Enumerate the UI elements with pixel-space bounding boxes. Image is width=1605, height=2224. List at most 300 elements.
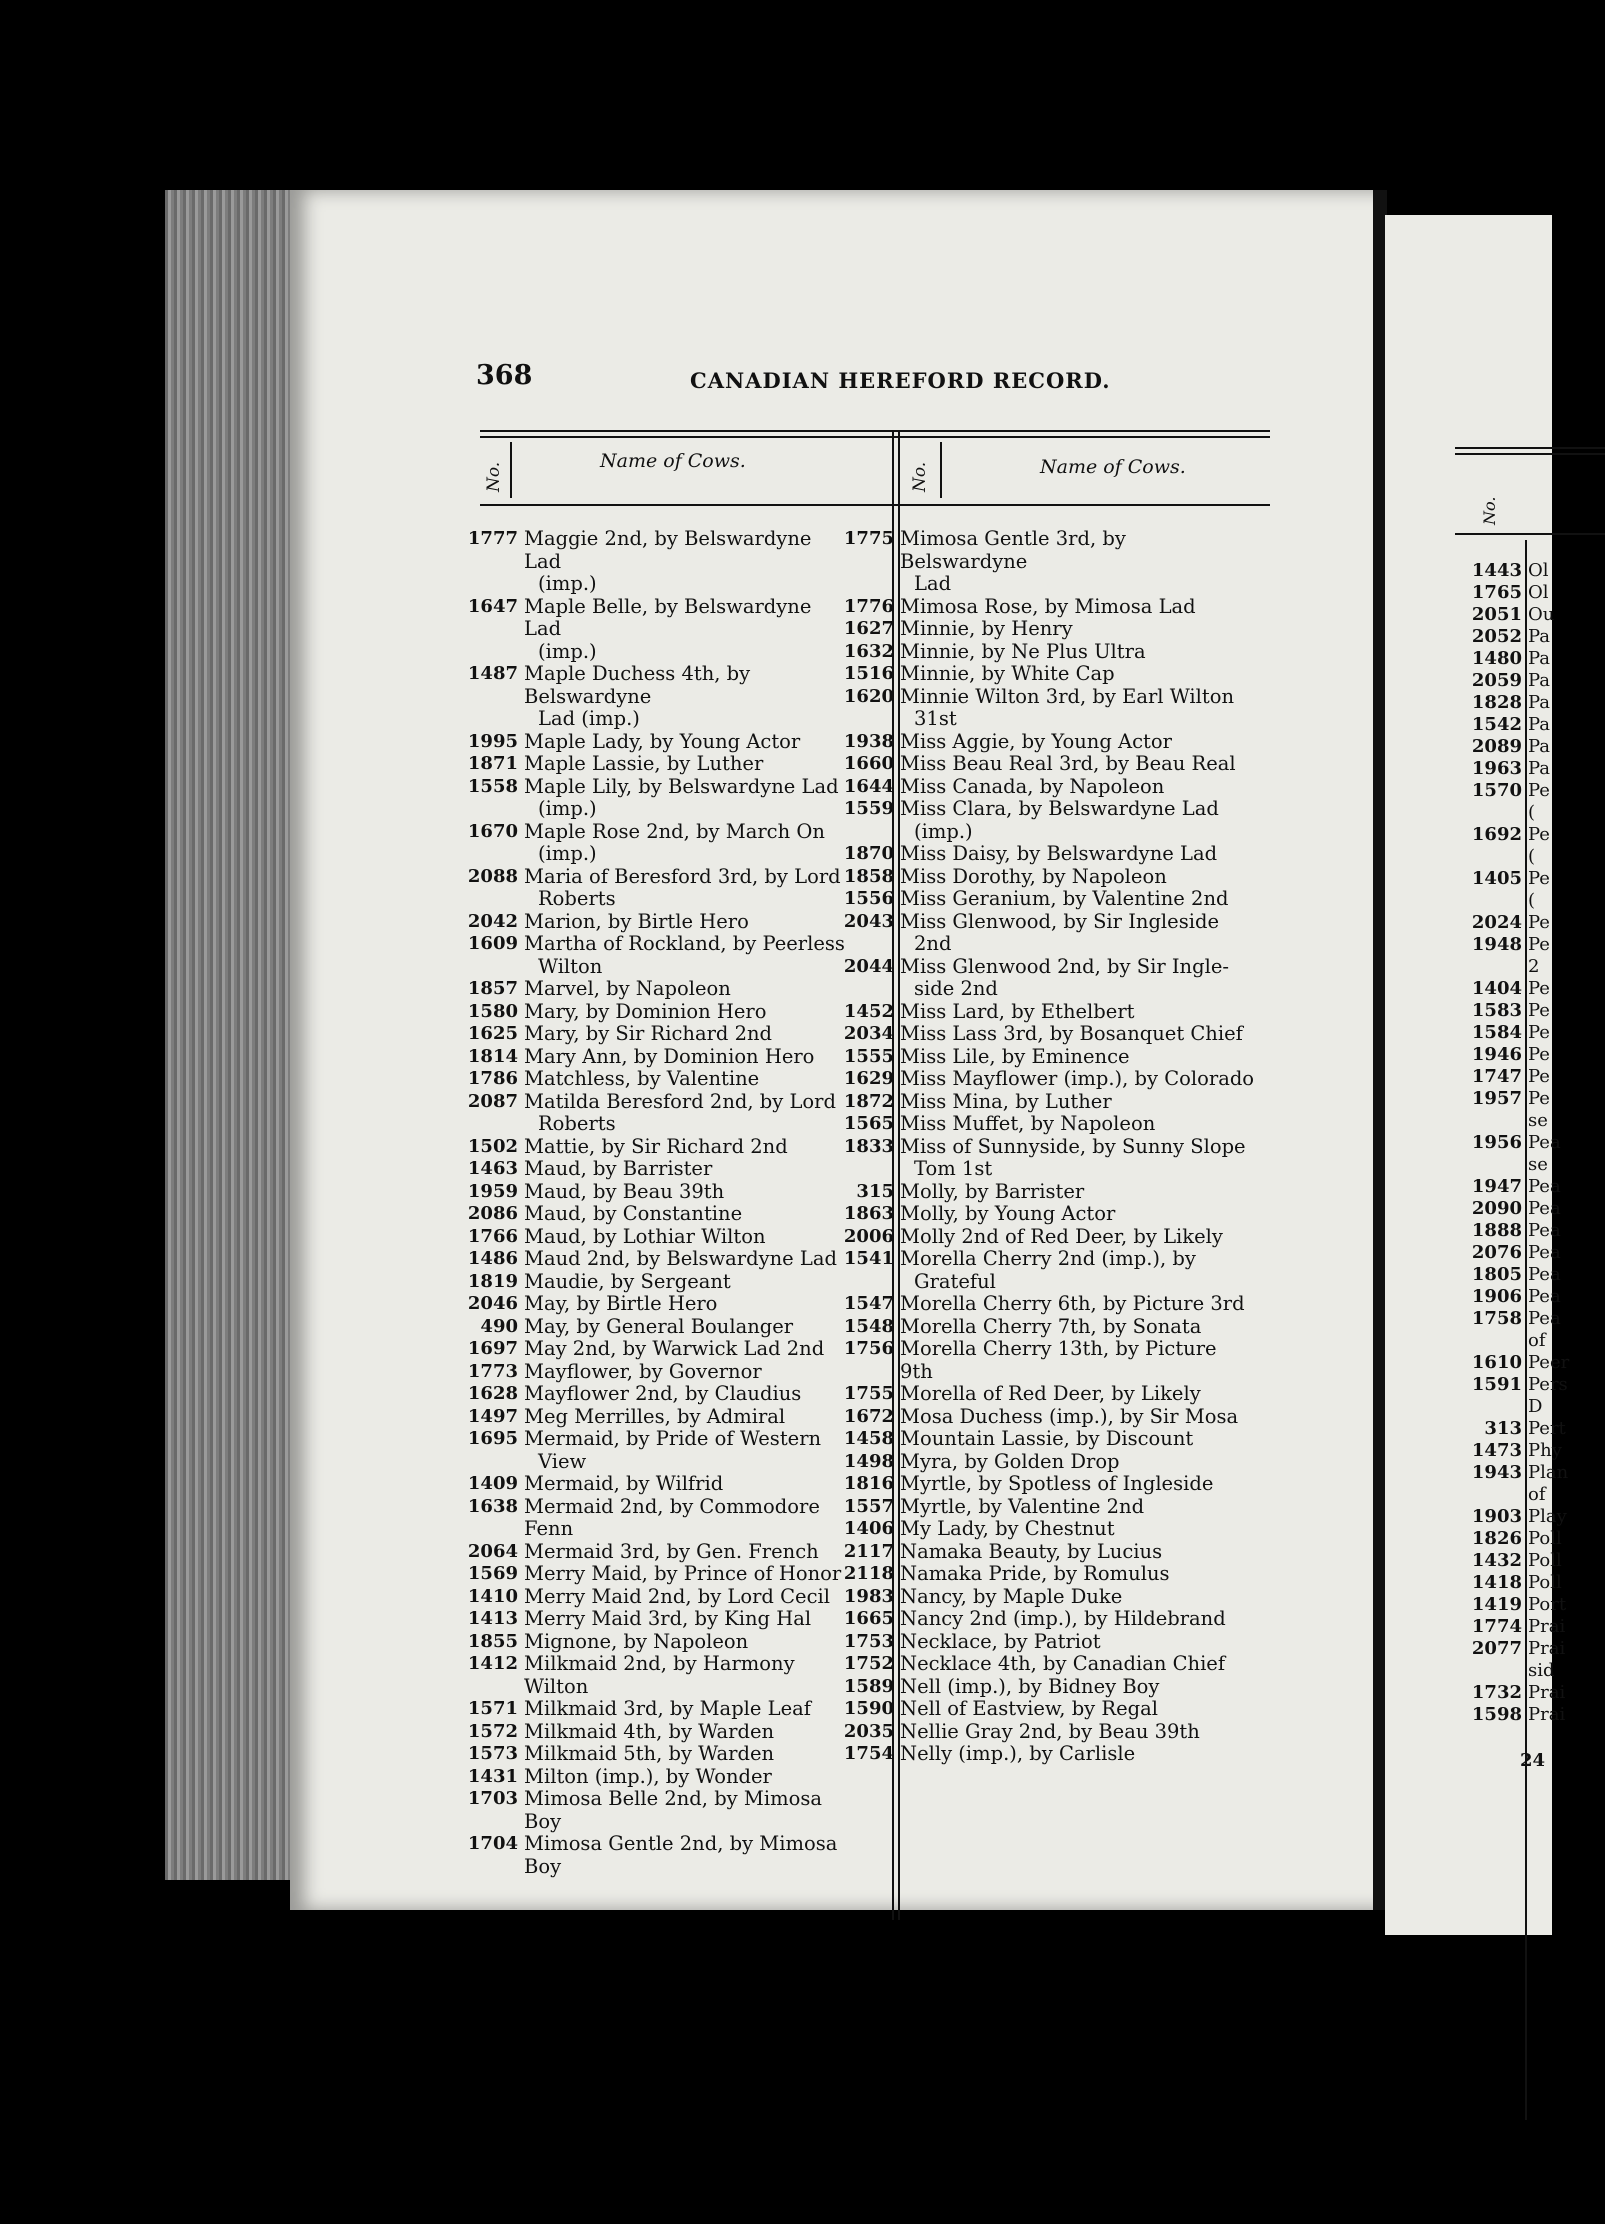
- right-entry-text: Prai: [1528, 1616, 1566, 1637]
- entry-number: 1559: [843, 798, 894, 819]
- entry-name-line: Maria of Beresford 3rd, by Lord: [524, 864, 841, 888]
- right-entry: [1460, 1352, 1569, 1374]
- entry-name-line: Mimosa Gentle 2nd, by Mimosa Boy: [524, 1832, 838, 1878]
- entry-name-line: Miss Mayflower (imp.), by Colorado: [900, 1067, 1255, 1090]
- right-entry: [1460, 1550, 1569, 1572]
- right-entry-text: Ol: [1528, 560, 1549, 581]
- header-name-left: Name of Cows.: [600, 450, 746, 472]
- entry-number: 1458: [843, 1428, 894, 1449]
- entry-name-line: Miss Glenwood 2nd, by Sir Ingle-: [900, 954, 1229, 978]
- right-entry: [1460, 670, 1569, 692]
- right-entry-text: Pea: [1528, 1308, 1561, 1329]
- cow-entry: [462, 1046, 854, 1069]
- right-entry-text: Pea: [1528, 1132, 1561, 1153]
- entry-number: 1833: [843, 1135, 894, 1157]
- entry-name-line: Nancy, by Maple Duke: [900, 1584, 1123, 1608]
- right-entry-number: 1404: [1471, 978, 1522, 999]
- cow-entry: [462, 911, 854, 934]
- right-entry: [1460, 934, 1569, 956]
- entry-number: 1995: [467, 730, 518, 752]
- right-entry-number: 2077: [1471, 1638, 1522, 1659]
- right-entry: [1460, 1440, 1569, 1462]
- cow-entry: [462, 1158, 854, 1181]
- right-entry-number: 2024: [1471, 912, 1522, 933]
- cow-entry: [462, 1653, 854, 1698]
- right-entry: [1460, 692, 1569, 714]
- cow-entry: [462, 1563, 854, 1586]
- right-entry-text: Pe: [1528, 1022, 1550, 1043]
- entry-number: 2118: [843, 1563, 894, 1584]
- right-entry: [1460, 1484, 1569, 1506]
- entry-number: 1555: [843, 1045, 894, 1067]
- entry-name-line: Miss Lard, by Ethelbert: [900, 999, 1135, 1023]
- entry-number: 1497: [467, 1405, 518, 1427]
- cow-entry: [462, 978, 854, 1001]
- entry-number: 1754: [843, 1743, 894, 1764]
- right-entry-number: 1692: [1471, 824, 1522, 845]
- entry-name-line: Roberts: [538, 887, 616, 910]
- right-entry-number: 1765: [1471, 582, 1522, 603]
- right-entry: [1460, 1088, 1569, 1110]
- right-entry-number: 2090: [1471, 1198, 1522, 1219]
- cow-entry: [838, 1743, 1255, 1766]
- entry-name-line: Wilton: [538, 954, 603, 978]
- cow-entry: [838, 731, 1255, 754]
- right-entry-text: Pea: [1528, 1286, 1561, 1307]
- cow-entry: [462, 821, 854, 866]
- cow-entry: [462, 866, 854, 911]
- right-entry: [1460, 1594, 1569, 1616]
- entry-name-line: Maud, by Lothiar Wilton: [524, 1224, 766, 1248]
- cow-entry: [838, 1631, 1255, 1654]
- right-entry-text: Pa: [1528, 648, 1551, 669]
- entry-name-line: Mountain Lassie, by Discount: [900, 1427, 1194, 1450]
- entry-name-line: Milkmaid 3rd, by Maple Leaf: [524, 1697, 811, 1720]
- right-entry: [1460, 1374, 1569, 1396]
- cow-entry: [838, 1721, 1255, 1744]
- entry-number: 1670: [467, 820, 518, 842]
- cow-entry: [462, 1203, 854, 1226]
- right-entry-number: 1591: [1471, 1374, 1522, 1395]
- entry-number: 1557: [843, 1495, 894, 1517]
- cow-entry: [838, 1563, 1255, 1586]
- right-entry-number: 2076: [1471, 1242, 1522, 1263]
- right-entry: [1460, 824, 1569, 846]
- cow-entry: [462, 1293, 854, 1316]
- entry-number: 1766: [467, 1225, 518, 1247]
- entry-number: 1855: [467, 1630, 518, 1652]
- right-entry-text: Pea: [1528, 1198, 1561, 1219]
- cow-entry: [462, 1788, 854, 1833]
- cow-entry: [838, 1698, 1255, 1721]
- entry-number: 1541: [843, 1248, 894, 1269]
- entry-name-line: Myra, by Golden Drop: [900, 1449, 1120, 1473]
- right-entry-number: 1947: [1471, 1176, 1522, 1197]
- entry-number: 1773: [467, 1360, 518, 1382]
- right-entry-text: Pa: [1528, 692, 1551, 713]
- right-entry-text: sid: [1528, 1660, 1555, 1681]
- entry-name-line: Miss Mina, by Luther: [900, 1089, 1112, 1113]
- cow-entry: [838, 843, 1255, 866]
- entry-name-line: Minnie Wilton 3rd, by Earl Wilton: [900, 684, 1235, 708]
- right-entry: [1460, 1044, 1569, 1066]
- entry-name-line: Mattie, by Sir Richard 2nd: [524, 1134, 788, 1158]
- entry-name-line: Miss Clara, by Belswardyne Lad: [900, 797, 1219, 820]
- right-entry-text: Play: [1528, 1506, 1567, 1527]
- right-entry-text: of: [1528, 1330, 1546, 1351]
- entry-number: 1871: [467, 753, 518, 774]
- entry-name-line: Miss Beau Real 3rd, by Beau Real: [900, 752, 1236, 775]
- right-entry-number: 1583: [1471, 1000, 1522, 1021]
- entry-number: 1431: [467, 1765, 518, 1787]
- entry-number: 1756: [843, 1338, 894, 1359]
- right-entry-text: Pe: [1528, 934, 1550, 955]
- right-entry-number: 1946: [1471, 1044, 1522, 1065]
- right-entry-text: Poll: [1528, 1550, 1562, 1571]
- entry-name-line: Nancy 2nd (imp.), by Hildebrand: [900, 1607, 1226, 1630]
- right-rule-2: [1455, 453, 1605, 455]
- entry-name-line: Maggie 2nd, by Belswardyne Lad: [524, 527, 812, 573]
- entry-number: 1660: [843, 753, 894, 774]
- entry-name-line: Mary Ann, by Dominion Hero: [524, 1044, 815, 1068]
- entry-name-line: Mayflower, by Governor: [524, 1359, 762, 1383]
- right-entry: [1460, 1704, 1569, 1726]
- cow-entry: [838, 1653, 1255, 1676]
- cow-entry: [838, 1203, 1255, 1226]
- right-entry-text: Pa: [1528, 670, 1551, 691]
- right-entry: [1460, 1396, 1569, 1418]
- right-entry-text: Pers: [1528, 1374, 1568, 1395]
- right-entry-text: Pe: [1528, 780, 1550, 801]
- entry-number: 1777: [467, 528, 518, 549]
- entry-name-line: Miss Daisy, by Belswardyne Lad: [900, 842, 1218, 865]
- entry-number: 2043: [843, 910, 894, 932]
- entry-name-line: Mermaid 3rd, by Gen. French: [524, 1539, 819, 1563]
- right-entry: [1460, 868, 1569, 890]
- entry-name-line: Maple Lily, by Belswardyne Lad: [524, 774, 839, 798]
- entry-number: 1589: [843, 1675, 894, 1697]
- cow-entry: [462, 1023, 854, 1046]
- right-entry-number: 1758: [1471, 1308, 1522, 1329]
- right-entry-number: 313: [1484, 1418, 1522, 1439]
- right-entry-text: Pe: [1528, 1044, 1550, 1065]
- right-entry: [1460, 648, 1569, 670]
- right-rule-1: [1455, 447, 1605, 449]
- right-entry-text: Pe: [1528, 868, 1550, 889]
- entry-name-line: Lad (imp.): [538, 707, 640, 730]
- entry-name-line: (imp.): [538, 797, 597, 820]
- cow-entry: [838, 1406, 1255, 1429]
- entry-name-line: Mary, by Sir Richard 2nd: [524, 1022, 773, 1045]
- right-entry-number: 1732: [1471, 1682, 1522, 1703]
- right-entry-text: Prai: [1528, 1682, 1566, 1703]
- right-entry: [1460, 1616, 1569, 1638]
- cow-entry: [838, 1473, 1255, 1496]
- cow-entry: [838, 1518, 1255, 1541]
- right-entry: [1460, 1110, 1569, 1132]
- right-entry-number: 1610: [1471, 1352, 1522, 1373]
- right-entry-number: 1957: [1471, 1088, 1522, 1109]
- right-entry-text: Pea: [1528, 1220, 1561, 1241]
- entry-number: 1775: [843, 528, 894, 549]
- entry-number: 1753: [843, 1630, 894, 1652]
- cow-entry: [462, 596, 854, 664]
- entry-name-line: Necklace 4th, by Canadian Chief: [900, 1652, 1226, 1675]
- entry-name-line: Mosa Duchess (imp.), by Sir Mosa: [900, 1404, 1239, 1428]
- right-entry-text: Port: [1528, 1594, 1567, 1615]
- cow-entry: [838, 1676, 1255, 1699]
- entry-name-line: Minnie, by Henry: [900, 617, 1073, 640]
- entry-name-line: Miss Muffet, by Napoleon: [900, 1112, 1156, 1135]
- right-entry-text: Ou: [1528, 604, 1555, 625]
- right-entry-text: (: [1528, 802, 1536, 823]
- entry-name-line: Maple Belle, by Belswardyne Lad: [524, 594, 812, 640]
- right-entry-text: (: [1528, 890, 1536, 911]
- entry-name-line: Miss Lile, by Eminence: [900, 1044, 1130, 1068]
- right-entry: [1460, 1682, 1569, 1704]
- right-entry: [1460, 626, 1569, 648]
- right-entry-number: 1906: [1471, 1286, 1522, 1307]
- entry-name-line: Minnie, by White Cap: [900, 662, 1115, 685]
- entry-name-line: Meg Merrilles, by Admiral: [524, 1404, 786, 1428]
- entry-number: 1620: [843, 685, 894, 707]
- right-entry-number: 1943: [1471, 1462, 1522, 1483]
- entry-name-line: Namaka Beauty, by Lucius: [900, 1539, 1163, 1563]
- right-entry-text: of: [1528, 1484, 1546, 1505]
- entry-number: 1413: [467, 1608, 518, 1629]
- right-entry: [1460, 1220, 1569, 1242]
- entry-name-line: Miss Canada, by Napoleon: [900, 774, 1165, 798]
- entry-number: 1572: [467, 1720, 518, 1742]
- right-entry-number: 2059: [1471, 670, 1522, 691]
- cow-entry: [838, 641, 1255, 664]
- entry-number: 1410: [467, 1585, 518, 1607]
- entry-number: 1516: [843, 663, 894, 684]
- cow-entry: [462, 1428, 854, 1473]
- entry-number: 1755: [843, 1383, 894, 1404]
- entry-number: 2087: [467, 1090, 518, 1112]
- right-entry: [1460, 956, 1569, 978]
- cow-entry: [838, 798, 1255, 843]
- cow-entry: [838, 1091, 1255, 1114]
- right-entry-text: Pe: [1528, 824, 1550, 845]
- cow-entry: [462, 1586, 854, 1609]
- right-entry-number: 1432: [1471, 1550, 1522, 1571]
- right-entry-text: Pea: [1528, 1264, 1561, 1285]
- entry-name-line: Namaka Pride, by Romulus: [900, 1562, 1170, 1585]
- entry-number: 2086: [467, 1203, 518, 1224]
- entry-name-line: (imp.): [538, 572, 597, 595]
- right-entry: [1460, 1000, 1569, 1022]
- entry-number: 2042: [467, 910, 518, 932]
- entry-name-line: Molly 2nd of Red Deer, by Likely: [900, 1224, 1223, 1248]
- cow-entry: [462, 1361, 854, 1384]
- right-entry: [1460, 736, 1569, 758]
- entry-number: 1463: [467, 1158, 518, 1179]
- cow-entry: [462, 1226, 854, 1249]
- entry-name-line: Maud, by Beau 39th: [524, 1179, 725, 1203]
- middle-column-entries: [838, 528, 1255, 1766]
- entry-number: 1814: [467, 1045, 518, 1067]
- right-entry-text: Pe: [1528, 1066, 1550, 1087]
- entry-name-line: Miss of Sunnyside, by Sunny Slope: [900, 1134, 1246, 1158]
- no-column-separator: [510, 442, 512, 498]
- entry-number: 1644: [843, 775, 894, 797]
- entry-number: 1959: [467, 1180, 518, 1202]
- right-entry-number: 1956: [1471, 1132, 1522, 1153]
- right-entry-text: Pa: [1528, 758, 1551, 779]
- entry-number: 1556: [843, 888, 894, 909]
- entry-name-line: May, by Birtle Hero: [524, 1292, 718, 1315]
- entry-number: 1938: [843, 730, 894, 752]
- right-entry: [1460, 1572, 1569, 1594]
- right-entry-number: 1570: [1471, 780, 1522, 801]
- cow-entry: [462, 1136, 854, 1159]
- entry-number: 1406: [843, 1518, 894, 1539]
- cow-entry: [462, 1698, 854, 1721]
- right-entry-text: Pa: [1528, 736, 1551, 757]
- right-entry: [1460, 1154, 1569, 1176]
- entry-number: 1695: [467, 1428, 518, 1449]
- entry-number: 1647: [467, 595, 518, 617]
- right-entry-number: 2051: [1471, 604, 1522, 625]
- entry-name-line: Molly, by Young Actor: [900, 1202, 1116, 1225]
- right-entry: [1460, 1264, 1569, 1286]
- right-entry-text: Pe: [1528, 912, 1550, 933]
- right-entry-number: 1963: [1471, 758, 1522, 779]
- entry-name-line: Merry Maid 2nd, by Lord Cecil: [524, 1584, 830, 1608]
- cow-entry: [838, 1023, 1255, 1046]
- entry-number: 2035: [843, 1720, 894, 1742]
- entry-name-line: Morella Cherry 7th, by Sonata: [900, 1314, 1202, 1338]
- right-entry-text: Poll: [1528, 1572, 1562, 1593]
- entry-name-line: Minnie, by Ne Plus Ultra: [900, 639, 1146, 663]
- entry-number: 1786: [467, 1068, 518, 1089]
- cow-entry: [838, 1383, 1255, 1406]
- right-entry-text: se: [1528, 1110, 1548, 1131]
- right-page: [1385, 215, 1570, 1935]
- cow-entry: [838, 1496, 1255, 1519]
- entry-number: 1752: [843, 1653, 894, 1674]
- right-entry-text: Pa: [1528, 626, 1551, 647]
- right-entry: [1460, 1308, 1569, 1330]
- right-entry-number: 1903: [1471, 1506, 1522, 1527]
- entry-name-line: Miss Glenwood, by Sir Ingleside: [900, 909, 1219, 933]
- entry-number: 1819: [467, 1270, 518, 1292]
- entry-name-line: Milkmaid 4th, by Warden: [524, 1719, 775, 1743]
- right-entry-text: Pea: [1528, 1176, 1561, 1197]
- entry-name-line: Maple Lady, by Young Actor: [524, 729, 801, 753]
- cow-entry: [838, 528, 1255, 596]
- entry-name-line: Maud, by Barrister: [524, 1157, 713, 1180]
- entry-number: 1638: [467, 1495, 518, 1517]
- cow-entry: [838, 1181, 1255, 1204]
- entry-name-line: Merry Maid 3rd, by King Hal: [524, 1607, 812, 1630]
- entry-name-line: Mermaid, by Pride of Western: [524, 1427, 822, 1450]
- entry-number: 2034: [843, 1023, 894, 1044]
- right-entry-text: Pe: [1528, 1088, 1550, 1109]
- cow-entry: [838, 1001, 1255, 1024]
- right-entry-number: 1598: [1471, 1704, 1522, 1725]
- cow-entry: [462, 528, 854, 596]
- cow-entry: [462, 1496, 854, 1541]
- cow-entry: [838, 911, 1255, 956]
- entry-name-line: Nelly (imp.), by Carlisle: [900, 1742, 1136, 1765]
- right-entry: [1460, 890, 1569, 912]
- right-entry: [1460, 560, 1569, 582]
- right-entry-text: 2: [1528, 956, 1540, 977]
- right-entry-text: Pa: [1528, 714, 1551, 735]
- cow-entry: [838, 1608, 1255, 1631]
- right-entry-text: Plan: [1528, 1462, 1569, 1483]
- cow-entry: [838, 1541, 1255, 1564]
- entry-number: 1486: [467, 1248, 518, 1269]
- cow-entry: [838, 1451, 1255, 1474]
- entry-name-line: Tom 1st: [914, 1157, 993, 1180]
- right-entry: [1460, 582, 1569, 604]
- entry-name-line: Myrtle, by Valentine 2nd: [900, 1494, 1145, 1518]
- right-entry-number: 1805: [1471, 1264, 1522, 1285]
- entry-name-line: 2nd: [914, 932, 952, 955]
- entry-name-line: Matilda Beresford 2nd, by Lord: [524, 1089, 836, 1113]
- right-entry-text: Pea: [1528, 1242, 1561, 1263]
- entry-number: 1547: [843, 1293, 894, 1314]
- cow-entry: [838, 618, 1255, 641]
- right-entry: [1460, 1506, 1569, 1528]
- entry-number: 1412: [467, 1653, 518, 1674]
- entry-number: 1665: [843, 1608, 894, 1629]
- left-page: [290, 190, 1380, 1910]
- cow-entry: [462, 1001, 854, 1024]
- right-entry-number: 1480: [1471, 648, 1522, 669]
- entry-name-line: Morella Cherry 13th, by Picture 9th: [900, 1337, 1217, 1383]
- entry-number: 1863: [843, 1203, 894, 1224]
- entry-number: 1870: [843, 843, 894, 864]
- entry-name-line: Miss Aggie, by Young Actor: [900, 729, 1172, 753]
- cow-entry: [838, 1586, 1255, 1609]
- right-entry-number: 2089: [1471, 736, 1522, 757]
- entry-name-line: 31st: [914, 707, 957, 730]
- entry-name-line: May 2nd, by Warwick Lad 2nd: [524, 1337, 825, 1360]
- entry-name-line: side 2nd: [914, 977, 998, 1000]
- entry-name-line: Merry Maid, by Prince of Honor: [524, 1562, 842, 1585]
- right-entry-text: Prai: [1528, 1638, 1566, 1659]
- right-entry-text: Pe: [1528, 1000, 1550, 1021]
- cow-entry: [838, 1316, 1255, 1339]
- cow-entry: [462, 1383, 854, 1406]
- entry-number: 1983: [843, 1585, 894, 1607]
- right-entry: [1460, 1638, 1569, 1660]
- entry-name-line: Roberts: [538, 1112, 616, 1135]
- entry-number: 1548: [843, 1315, 894, 1337]
- book-page-edges: [165, 190, 295, 1880]
- cow-entry: [462, 753, 854, 776]
- entry-number: 1573: [467, 1743, 518, 1764]
- right-entry-number: 1419: [1471, 1594, 1522, 1615]
- entry-number: 2006: [843, 1225, 894, 1247]
- entry-number: 2117: [843, 1540, 894, 1562]
- right-entry-text: Poll: [1528, 1528, 1562, 1549]
- right-entry-number: 1747: [1471, 1066, 1522, 1087]
- right-entry: [1460, 1242, 1569, 1264]
- entry-name-line: Mayflower 2nd, by Claudius: [524, 1382, 802, 1405]
- cow-entry: [462, 1091, 854, 1136]
- right-entry-number: 1542: [1471, 714, 1522, 735]
- right-entry-text: (: [1528, 846, 1536, 867]
- entry-name-line: Matchless, by Valentine: [524, 1067, 760, 1090]
- right-entry-number: 1418: [1471, 1572, 1522, 1593]
- entry-name-line: Milkmaid 5th, by Warden: [524, 1742, 775, 1765]
